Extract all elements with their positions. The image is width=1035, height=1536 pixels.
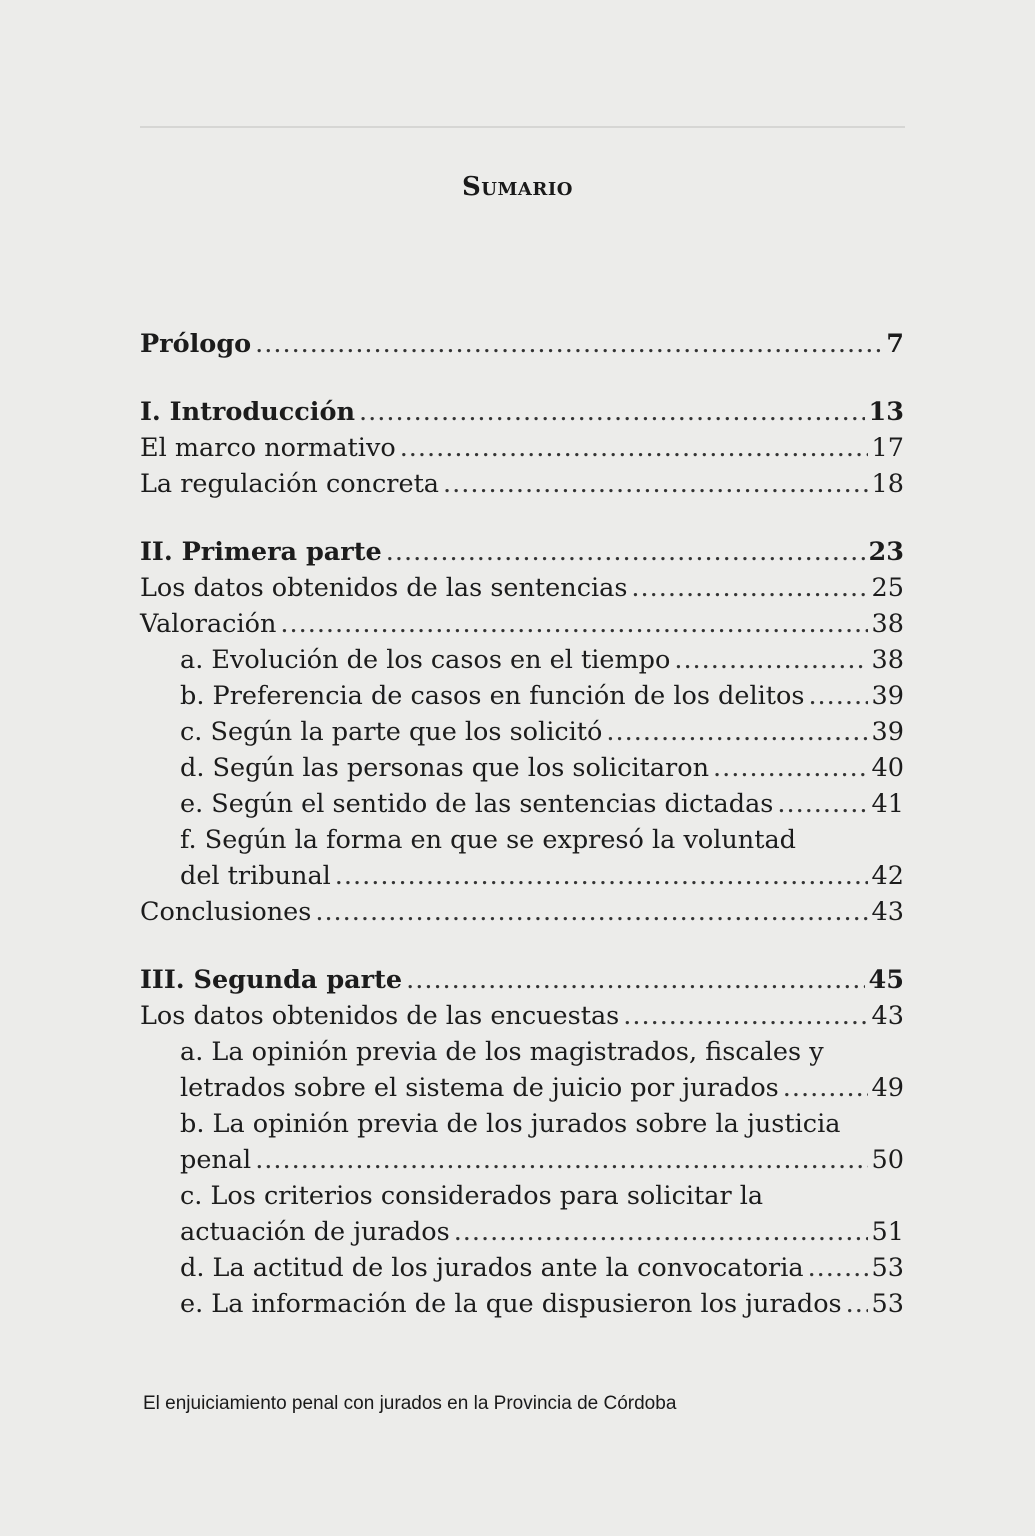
toc-entry-label: Los datos obtenidos de las sentencias xyxy=(140,573,628,603)
toc-entry-label: e. Según el sentido de las sentencias dictadas xyxy=(180,789,774,819)
toc-entry-page: 42 xyxy=(871,861,904,891)
book-title-footer: El enjuiciamiento penal con jurados en la Provincia de Córdoba xyxy=(143,1393,677,1414)
toc-entry-segunda-parte[interactable] xyxy=(140,962,904,998)
toc-entry-valoracion-c[interactable] xyxy=(140,714,904,750)
toc-entry-page: 53 xyxy=(871,1253,904,1283)
toc-entry-page: 39 xyxy=(871,681,904,711)
dot-leader xyxy=(783,1070,868,1106)
dot-leader xyxy=(777,786,867,822)
toc-entry-label: Prólogo xyxy=(140,329,252,359)
toc-entry-label: III. Segunda parte xyxy=(140,965,403,995)
toc-entry-page: 43 xyxy=(871,1001,904,1031)
dot-leader xyxy=(400,430,868,466)
dot-leader xyxy=(713,750,868,786)
dot-leader xyxy=(623,998,867,1034)
toc-entry-valoracion-e[interactable] xyxy=(140,786,904,822)
toc-entry-datos-sentencias[interactable] xyxy=(140,570,904,606)
toc-entry-label: Los datos obtenidos de las encuestas xyxy=(140,1001,620,1031)
toc-entry-label: c. Según la parte que los solicitó xyxy=(180,717,603,747)
toc-entry-page: 23 xyxy=(868,537,904,567)
page-title: Sumario xyxy=(462,172,573,202)
toc-entry-encuestas-a[interactable] xyxy=(140,1070,904,1106)
toc-entry-label: II. Primera parte xyxy=(140,537,382,567)
toc-entry-encuestas-b[interactable] xyxy=(140,1142,904,1178)
toc-entry-valoracion-d[interactable] xyxy=(140,750,904,786)
toc-entry-valoracion-f[interactable] xyxy=(140,858,904,894)
toc-entry-valoracion-a[interactable] xyxy=(140,642,904,678)
toc-entry-label: penal xyxy=(180,1145,252,1175)
toc-entry-label: del tribunal xyxy=(180,861,331,891)
toc-entry-page: 38 xyxy=(871,609,904,639)
toc-entry-page: 50 xyxy=(871,1145,904,1175)
toc-entry-encuestas-a-line1: a. La opinión previa de los magistrados, fiscales y xyxy=(180,1037,824,1067)
toc-entry-page: 41 xyxy=(871,789,904,819)
toc-entry-page: 43 xyxy=(871,897,904,927)
toc-entry-prologo[interactable] xyxy=(140,326,904,362)
dot-leader xyxy=(386,534,865,570)
toc-entry-marco-normativo[interactable] xyxy=(140,430,904,466)
toc-entry-page: 17 xyxy=(871,433,904,463)
toc-entry-label: Conclusiones xyxy=(140,897,312,927)
toc-entry-label: letrados sobre el sistema de juicio por jurados xyxy=(180,1073,779,1103)
toc-entry-page: 7 xyxy=(886,329,904,359)
dot-leader xyxy=(255,326,882,362)
toc-entry-label: d. La actitud de los jurados ante la convocatoria xyxy=(180,1253,804,1283)
toc-entry-regulacion[interactable] xyxy=(140,466,904,502)
table-of-contents xyxy=(140,326,904,1322)
toc-entry-label: b. Preferencia de casos en función de los delitos xyxy=(180,681,805,711)
dot-leader xyxy=(255,1142,867,1178)
toc-entry-label: La regulación concreta xyxy=(140,469,440,499)
dot-leader xyxy=(359,394,864,430)
toc-entry-label: I. Introducción xyxy=(140,397,356,427)
dot-leader xyxy=(454,1214,868,1250)
toc-entry-page: 39 xyxy=(871,717,904,747)
toc-entry-encuestas-d[interactable] xyxy=(140,1250,904,1286)
dot-leader xyxy=(808,1250,868,1286)
dot-leader xyxy=(280,606,867,642)
toc-entry-encuestas-b-line1: b. La opinión previa de los jurados sobre la justicia xyxy=(180,1109,841,1139)
toc-entry-label: d. Según las personas que los solicitaron xyxy=(180,753,710,783)
dot-leader xyxy=(335,858,868,894)
toc-entry-encuestas-c[interactable] xyxy=(140,1214,904,1250)
dot-leader xyxy=(443,466,868,502)
toc-entry-encuestas-e[interactable] xyxy=(140,1286,904,1322)
header-rule xyxy=(140,126,905,128)
toc-entry-label: actuación de jurados xyxy=(180,1217,450,1247)
dot-leader xyxy=(846,1286,868,1322)
toc-entry-page: 40 xyxy=(871,753,904,783)
toc-entry-page: 13 xyxy=(868,397,904,427)
dot-leader xyxy=(406,962,864,998)
toc-entry-primera-parte[interactable] xyxy=(140,534,904,570)
toc-entry-page: 45 xyxy=(868,965,904,995)
toc-entry-datos-encuestas[interactable] xyxy=(140,998,904,1034)
toc-entry-page: 38 xyxy=(871,645,904,675)
dot-leader xyxy=(674,642,867,678)
dot-leader xyxy=(631,570,867,606)
toc-entry-valoracion[interactable] xyxy=(140,606,904,642)
toc-entry-label: Valoración xyxy=(140,609,277,639)
toc-entry-conclusiones[interactable] xyxy=(140,894,904,930)
toc-entry-introduccion[interactable] xyxy=(140,394,904,430)
toc-entry-page: 53 xyxy=(871,1289,904,1319)
toc-entry-label: e. La información de la que dispusieron los jurados xyxy=(180,1289,842,1319)
toc-entry-page: 49 xyxy=(871,1073,904,1103)
toc-entry-label: a. Evolución de los casos en el tiempo xyxy=(180,645,671,675)
toc-entry-encuestas-c-line1: c. Los criterios considerados para solicitar la xyxy=(180,1181,764,1211)
toc-entry-label: El marco normativo xyxy=(140,433,396,463)
toc-entry-valoracion-f-line1: f. Según la forma en que se expresó la voluntad xyxy=(180,825,796,855)
dot-leader xyxy=(315,894,867,930)
toc-entry-valoracion-b[interactable] xyxy=(140,678,904,714)
toc-entry-page: 25 xyxy=(871,573,904,603)
dot-leader xyxy=(606,714,867,750)
toc-entry-page: 51 xyxy=(871,1217,904,1247)
toc-entry-page: 18 xyxy=(871,469,904,499)
dot-leader xyxy=(808,678,867,714)
